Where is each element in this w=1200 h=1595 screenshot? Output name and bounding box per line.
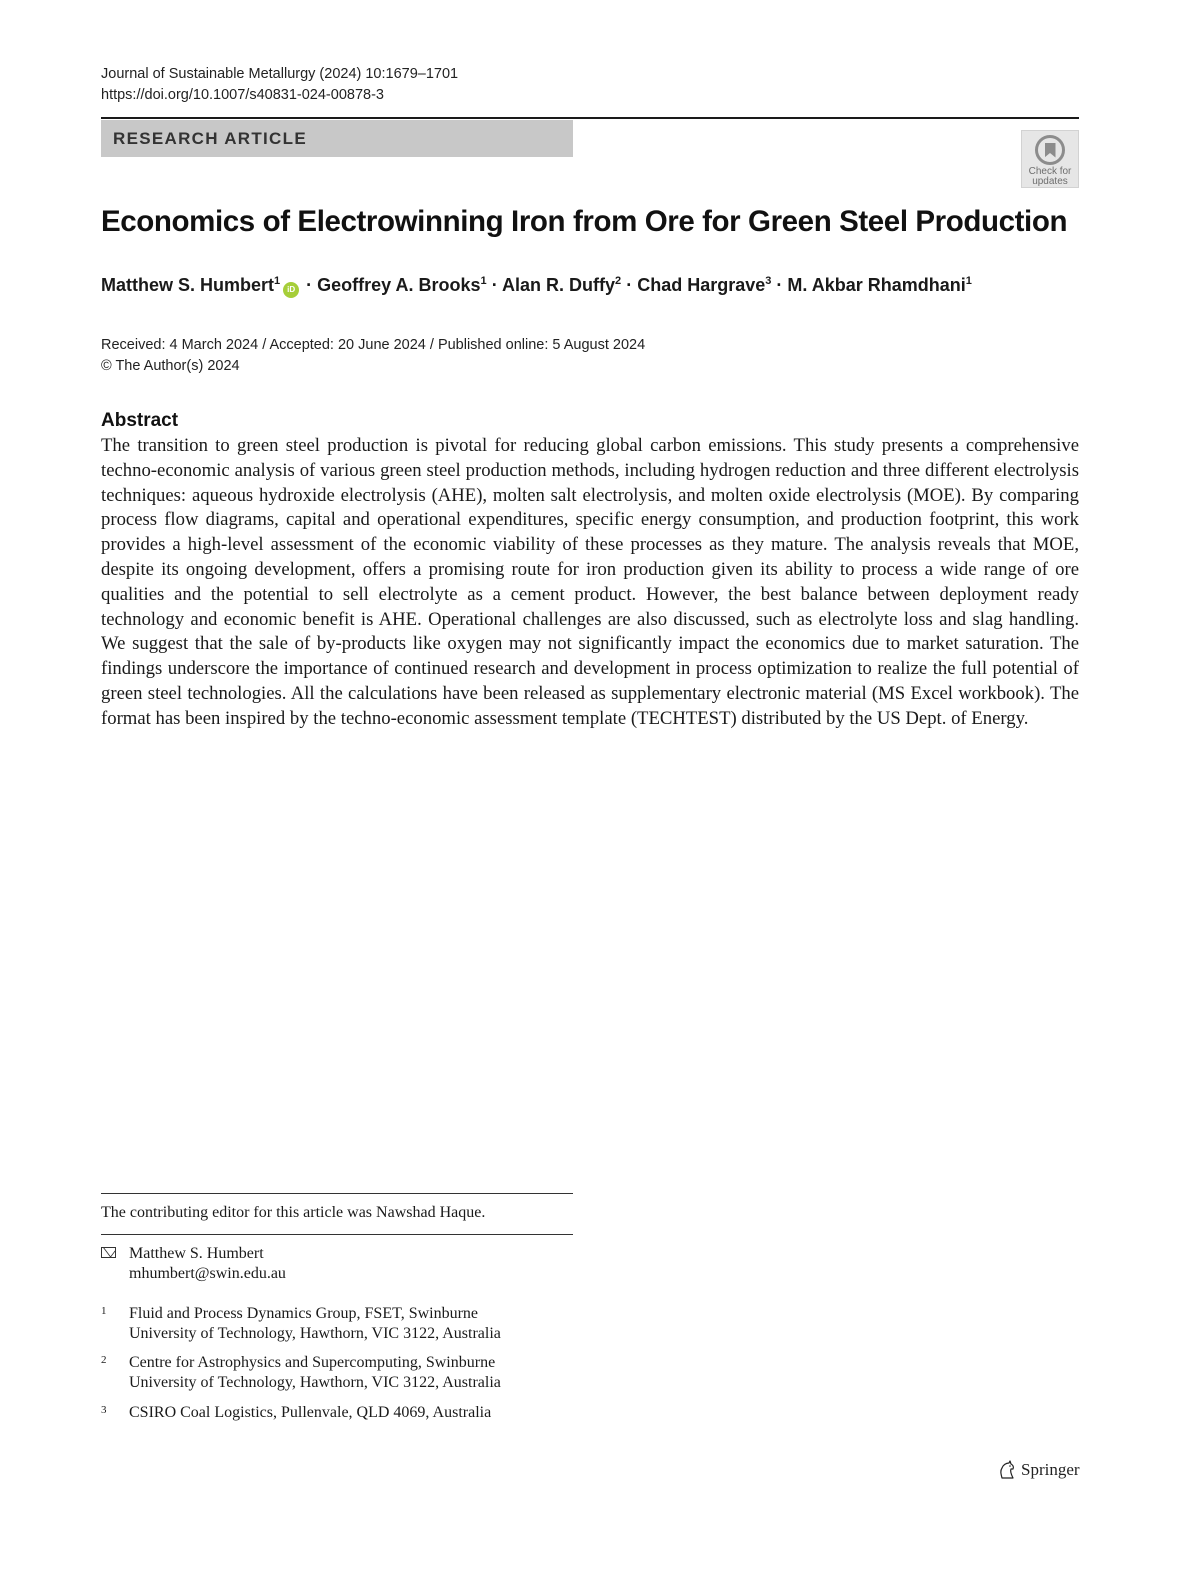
affiliation-line: Centre for Astrophysics and Supercomputing, Swinburne — [129, 1354, 496, 1371]
check-for-updates-button[interactable] — [1021, 130, 1079, 188]
journal-citation: Journal of Sustainable Metallurgy (2024) 10:1679–1701 — [101, 66, 459, 82]
orcid-icon[interactable]: iD — [283, 282, 299, 298]
author-name: Geoffrey A. Brooks — [317, 275, 481, 295]
author-affiliation-ref: 2 — [615, 275, 622, 287]
corresponding-author — [101, 1244, 286, 1284]
abstract-heading: Abstract — [101, 410, 179, 431]
springer-label: Springer — [1021, 1460, 1080, 1479]
affiliation-number: 2 — [101, 1354, 107, 1366]
author-separator: · — [776, 275, 783, 295]
footnote-rule-top — [101, 1193, 573, 1194]
affiliation-3 — [101, 1403, 491, 1423]
affiliation-1 — [101, 1304, 501, 1344]
copyright-notice: © The Author(s) 2024 — [101, 358, 240, 374]
affiliation-line: CSIRO Coal Logistics, Pullenvale, QLD 4069, Australia — [129, 1404, 492, 1421]
author-separator: · — [491, 275, 498, 295]
check-updates-label: Check for updates — [1028, 166, 1072, 187]
article-title: Economics of Electrowinning Iron from Ore for Green Steel Production — [101, 205, 1068, 238]
author-name: M. Akbar Rhamdhani — [787, 275, 966, 295]
springer-horse-icon — [996, 1460, 1016, 1480]
affiliation-2 — [101, 1353, 501, 1393]
author-affiliation-ref: 1 — [965, 275, 972, 287]
author-affiliation-ref: 3 — [765, 275, 772, 287]
abstract-text: The transition to green steel production is pivotal for reducing global carbon emissions. This study presents a comprehensive techno-economic analysis of various green steel production methods, including hydrogen reduction and three different electrolysis techniques: aqueous hydroxide electrolysis (AHE), molten salt electrolysis, and molten oxide electrolysis (MOE). By comparing process flow diagrams, capital and operational expenditures, specific energy consumption, and production footprint, this work provides a high-level assessment of the economic viability of these processes as they mature. The analysis reveals that MOE, despite its ongoing development, offers a promising route for iron production given its ability to process a wide range of ore qualities and the potential to sell electrolyte as a cement product. However, the best balance between deployment ready technology and economic benefit is AHE. Operational challenges are also discussed, such as electrolyte loss and slag handling. We suggest that the sale of by-products like oxygen may not significantly impact the economics due to market saturation. The findings underscore the importance of continued research and development in process optimization to realize the full potential of green steel technologies. All the calculations have been released as supplementary electronic material (MS Excel workbook). The format has been inspired by the techno-economic assessment template (TECHTEST) distributed by the US Dept. of Energy. — [101, 435, 1079, 729]
article-type-banner: RESEARCH ARTICLE — [101, 120, 573, 157]
author-affiliation-ref: 1 — [274, 275, 281, 287]
bookmark-icon — [1035, 135, 1065, 165]
author-affiliation-ref: 1 — [480, 275, 487, 287]
author-name: Alan R. Duffy — [502, 275, 616, 295]
corresponding-author-email[interactable]: mhumbert@swin.edu.au — [129, 1265, 286, 1282]
footnote-rule-bottom — [101, 1234, 573, 1235]
affiliation-line: University of Technology, Hawthorn, VIC 3122, Australia — [129, 1374, 501, 1391]
editor-note: The contributing editor for this article was Nawshad Haque. — [101, 1204, 486, 1221]
author-list — [101, 275, 972, 298]
journal-info — [101, 64, 458, 106]
author-separator: · — [306, 275, 313, 295]
corresponding-author-name: Matthew S. Humbert — [129, 1245, 264, 1262]
affiliation-number: 1 — [101, 1305, 107, 1317]
affiliation-line: Fluid and Process Dynamics Group, FSET, Swinburne — [129, 1305, 479, 1322]
author-separator: · — [626, 275, 633, 295]
envelope-icon — [101, 1247, 116, 1258]
author-name: Chad Hargrave — [637, 275, 766, 295]
publication-history: Received: 4 March 2024 / Accepted: 20 June 2024 / Published online: 5 August 2024 — [101, 337, 646, 353]
publication-dates — [101, 335, 645, 377]
header-rule — [101, 117, 1079, 119]
affiliation-line: University of Technology, Hawthorn, VIC 3122, Australia — [129, 1325, 501, 1342]
springer-logo[interactable] — [996, 1460, 1080, 1480]
doi-link[interactable]: https://doi.org/10.1007/s40831-024-00878-3 — [101, 87, 384, 103]
author-name: Matthew S. Humbert — [101, 275, 275, 295]
affiliation-number: 3 — [101, 1404, 107, 1416]
